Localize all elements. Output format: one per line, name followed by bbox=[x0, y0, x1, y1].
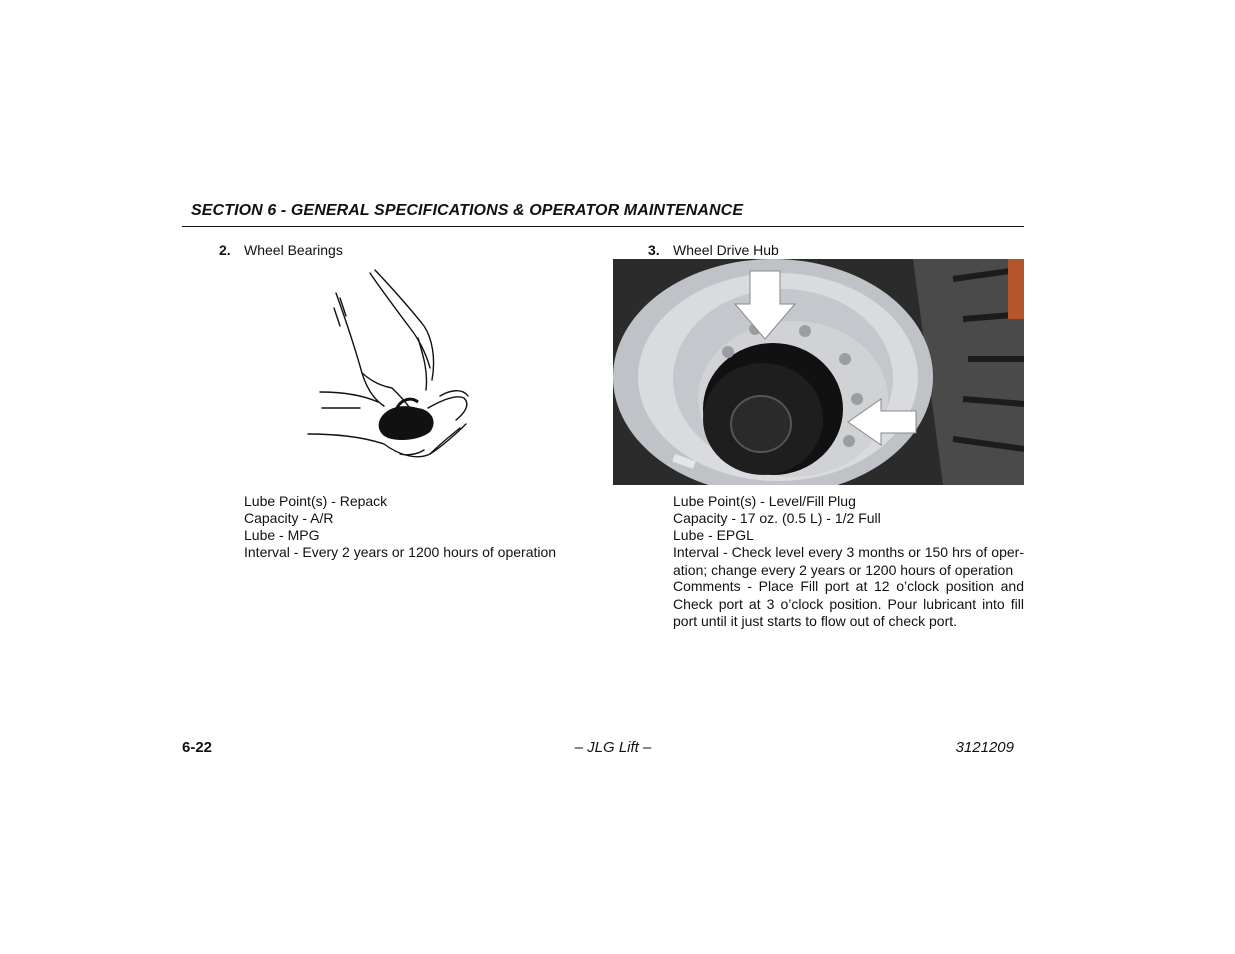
item-wheel-drive-hub-specs bbox=[673, 493, 881, 544]
spec-line: Lube Point(s) - Repack bbox=[244, 493, 388, 509]
spec-line: Lube - EPGL bbox=[673, 527, 754, 543]
spec-line: Capacity - 17 oz. (0.5 L) - 1/2 Full bbox=[673, 510, 881, 526]
item-wheel-bearings-specs bbox=[244, 493, 556, 561]
hub-comments-text: Comments - Place Fill port at 12 o’clock position and Check port at 3 o’clock position. Pour lubricant into fill port until it just starts to flow out of check port. bbox=[673, 578, 1024, 629]
wheel-drive-hub-photo bbox=[613, 259, 1024, 485]
hub-interval-text: Interval - Check level every 3 months or 150 hrs of oper-ation; change every 2 years or 1200 hours of operation bbox=[673, 544, 1024, 578]
hand-grease-illustration bbox=[300, 268, 480, 468]
item-number: 3. bbox=[648, 242, 660, 258]
footer-brand: – JLG Lift – bbox=[574, 739, 652, 756]
item-wheel-bearings-title bbox=[219, 242, 343, 258]
page-number: 6-22 bbox=[182, 739, 213, 756]
item-number: 2. bbox=[219, 242, 231, 258]
spec-line: Interval - Every 2 years or 1200 hours of operation bbox=[244, 544, 557, 560]
section-header: SECTION 6 - GENERAL SPECIFICATIONS & OPERATOR MAINTENANCE bbox=[191, 202, 744, 219]
item-title-text: Wheel Bearings bbox=[244, 242, 343, 258]
header-rule bbox=[182, 226, 1024, 227]
item-title-text: Wheel Drive Hub bbox=[673, 242, 779, 258]
spec-line: Lube Point(s) - Level/Fill Plug bbox=[673, 493, 856, 509]
document-number: 3121209 bbox=[955, 739, 1014, 756]
spec-line: Capacity - A/R bbox=[244, 510, 334, 526]
spec-line: Lube - MPG bbox=[244, 527, 320, 543]
item-wheel-drive-hub-title bbox=[648, 242, 779, 258]
